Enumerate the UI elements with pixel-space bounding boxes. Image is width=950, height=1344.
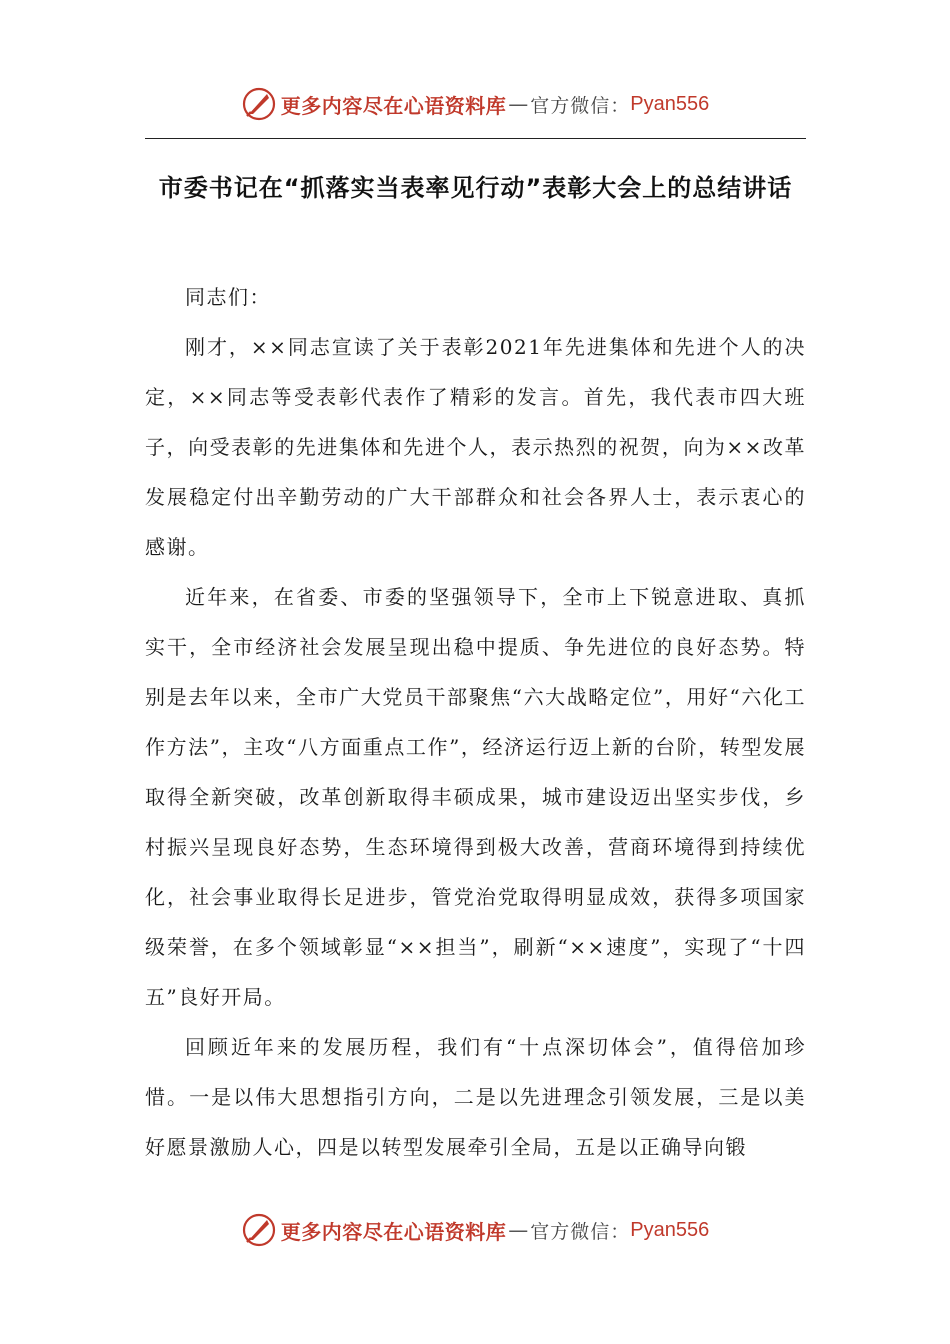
banner-dash: — [508, 1218, 529, 1242]
salutation-paragraph: 同志们： [185, 285, 271, 309]
document-title: 市委书记在“抓落实当表率见行动”表彰大会上的总结讲话 [158, 174, 793, 202]
banner-wechat-handle: Pyan556 [630, 92, 710, 115]
banner-wechat-label: 官方微信： [530, 94, 631, 117]
header-divider [145, 138, 806, 139]
banner-wechat-handle: Pyan556 [630, 1218, 710, 1241]
banner-dash: — [508, 92, 529, 116]
banner-brand-text: 更多内容尽在心语资料库 [280, 93, 507, 118]
footer-watermark-banner [0, 1210, 950, 1250]
quill-logo-icon [241, 1212, 277, 1248]
document-body [145, 272, 806, 1172]
body-paragraph: 近年来，在省委、市委的坚强领导下，全市上下锐意进取、真抓实干，全市经济社会发展呈现出稳中提质、争先进位的良好态势。特别是去年以来，全市广大党员干部聚焦“六大战略定位”，用好“六化工作方法”，主攻“八方面重点工作”，经济运行迈上新的台阶，转型发展取得全新突破，改革创新取得丰硕成果，城市建设迈出坚实步伐，乡村振兴呈现良好态势，生态环境得到极大改善，营商环境得到持续优化，社会事业取得长足进步，管党治党取得明显成效，获得多项国家级荣誉，在多个领域彰显“××担当”，刷新“××速度”，实现了“十四五”良好开局。 [145, 585, 806, 1009]
banner-brand-text: 更多内容尽在心语资料库 [280, 1219, 507, 1244]
banner-wechat-label: 官方微信： [530, 1220, 631, 1243]
body-paragraph: 回顾近年来的发展历程，我们有“十点深切体会”，值得倍加珍惜。一是以伟大思想指引方向，二是以先进理念引领发展，三是以美好愿景激励人心，四是以转型发展牵引全局，五是以正确导向锻 [145, 1035, 806, 1159]
header-watermark-banner [0, 84, 950, 124]
quill-logo-icon [241, 86, 277, 122]
body-paragraph: 刚才，××同志宣读了关于表彰2021年先进集体和先进个人的决定，××同志等受表彰代表作了精彩的发言。首先，我代表市四大班子，向受表彰的先进集体和先进个人，表示热烈的祝贺，向为××改革发展稳定付出辛勤劳动的广大干部群众和社会各界人士，表示衷心的感谢。 [145, 335, 806, 559]
